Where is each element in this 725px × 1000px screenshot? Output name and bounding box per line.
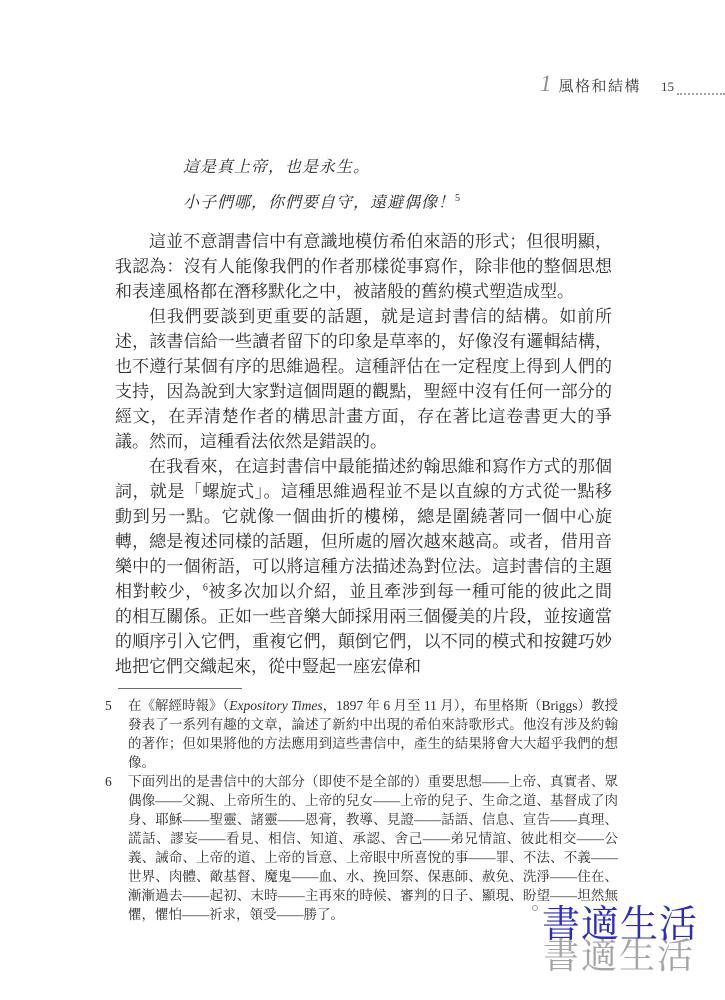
watermark-front-text: 書適生活 — [542, 904, 699, 946]
quote-line-1: 這是真上帝，也是永生。 — [183, 159, 371, 176]
chapter-number: 1 — [540, 71, 552, 96]
footnote-text: 下面列出的是書信中的大部分（即使不是全部的）重要思想——上帝、真實者、眾偶像——父親、上帝所生的、上帝的兒女——上帝的兒子、生命之道、基督成了肉身、耶穌——聖靈、諸靈——恩膏，教導、見證——話語、信息、宣告——真理、謊話、謬妄——看見、相信、知道、承認、舍己——弟兄情誼、彼此相交——公義、誡命、上帝的道、上帝的旨意、上帝眼中所喜悅的事——罪、不法、不義——世界、肉體、敵基督、魔鬼——血、水、挽回祭、保惠師、赦免、洗淨——住在、漸漸過去——起初、末時——主再來的時候、審判的日子、顯現、盼望——坦然無懼，懼怕——祈求，領受——勝了。 — [128, 774, 618, 922]
paragraph-3: 在我看來，在這封書信中最能描述約翰思維和寫作方式的那個詞，就是「螺旋式」。這種思維過程並不是以直線的方式從一點移動到另一點。它就像一個曲折的樓梯，總是圍繞著同一個中心旋轉，總是複述同樣的話題，但所處的層次越來越高。或者，借用音樂中的一個術語，可以將這種方法描述為對位法。這封書信的主題相對較少，$^6$被多次加以介紹，並且牽涉到每一種可能的彼此之間的相互關係。正如一些音樂大師採用兩三個優美的片段，並按適當的順序引入它們，重複它們，顛倒它們，以不同的模式和按鍵巧妙地把它們交織起來，從中豎起一座宏偉和 — [115, 457, 613, 676]
footnotes — [105, 696, 618, 924]
paragraph-1: 這並不意謂書信中有意識地模仿希伯來語的形式；但很明顯，我認為：沒有人能像我們的作者那樣從事寫作，除非他的整個思想和表達風格都在潛移默化之中，被諸般的舊約模式塑造成型。 — [115, 232, 612, 301]
scripture-quote — [183, 152, 461, 218]
footnote-number: 6 — [105, 774, 112, 789]
dotted-leader — [677, 93, 725, 95]
footnote-5 — [105, 696, 618, 772]
footnote-text: 在《解經時報》（Expository Times，1897 年 6 月至 11 月），布里格斯（Briggs）教授發表了一系列有趣的文章，論述了新約中出現的希伯來詩歌形式。他沒有涉及約翰的著作；但如果將他的方法應用到這些書信中，產生的結果將會大大超乎我們的想像。 — [128, 698, 619, 770]
watermark — [528, 898, 725, 1000]
footnote-ref-6: 6 — [202, 582, 208, 594]
watermark-back-text: 書適生活 — [543, 936, 696, 976]
footnote-number: 5 — [105, 698, 112, 713]
journal-title: Expository Times — [229, 698, 323, 713]
paragraph-2: 但我們要談到更重要的話題，就是這封書信的結構。如前所述，該書信給一些讀者留下的印象是草率的，好像沒有邏輯結構，也不遵行某個有序的思維過程。這種評估在一定程度上得到人們的支持，因為說到大家對這個問題的觀點，聖經中沒有任何一部分的經文，在弄清楚作者的構思計畫方面，存在著比這卷書更大的爭議。然而，這種看法依然是錯誤的。 — [115, 307, 612, 451]
chapter-title: 風格和結構 — [558, 79, 642, 95]
watermark-ring-mark — [532, 905, 538, 911]
quote-line-2: 小子們哪，你們要自守，遠避偶像！$^5$ — [183, 193, 462, 212]
footnote-separator — [118, 688, 242, 689]
body-text — [115, 229, 612, 679]
page-number: 15 — [661, 79, 675, 94]
footnote-ref-5: 5 — [455, 193, 462, 204]
page-header — [540, 72, 725, 96]
